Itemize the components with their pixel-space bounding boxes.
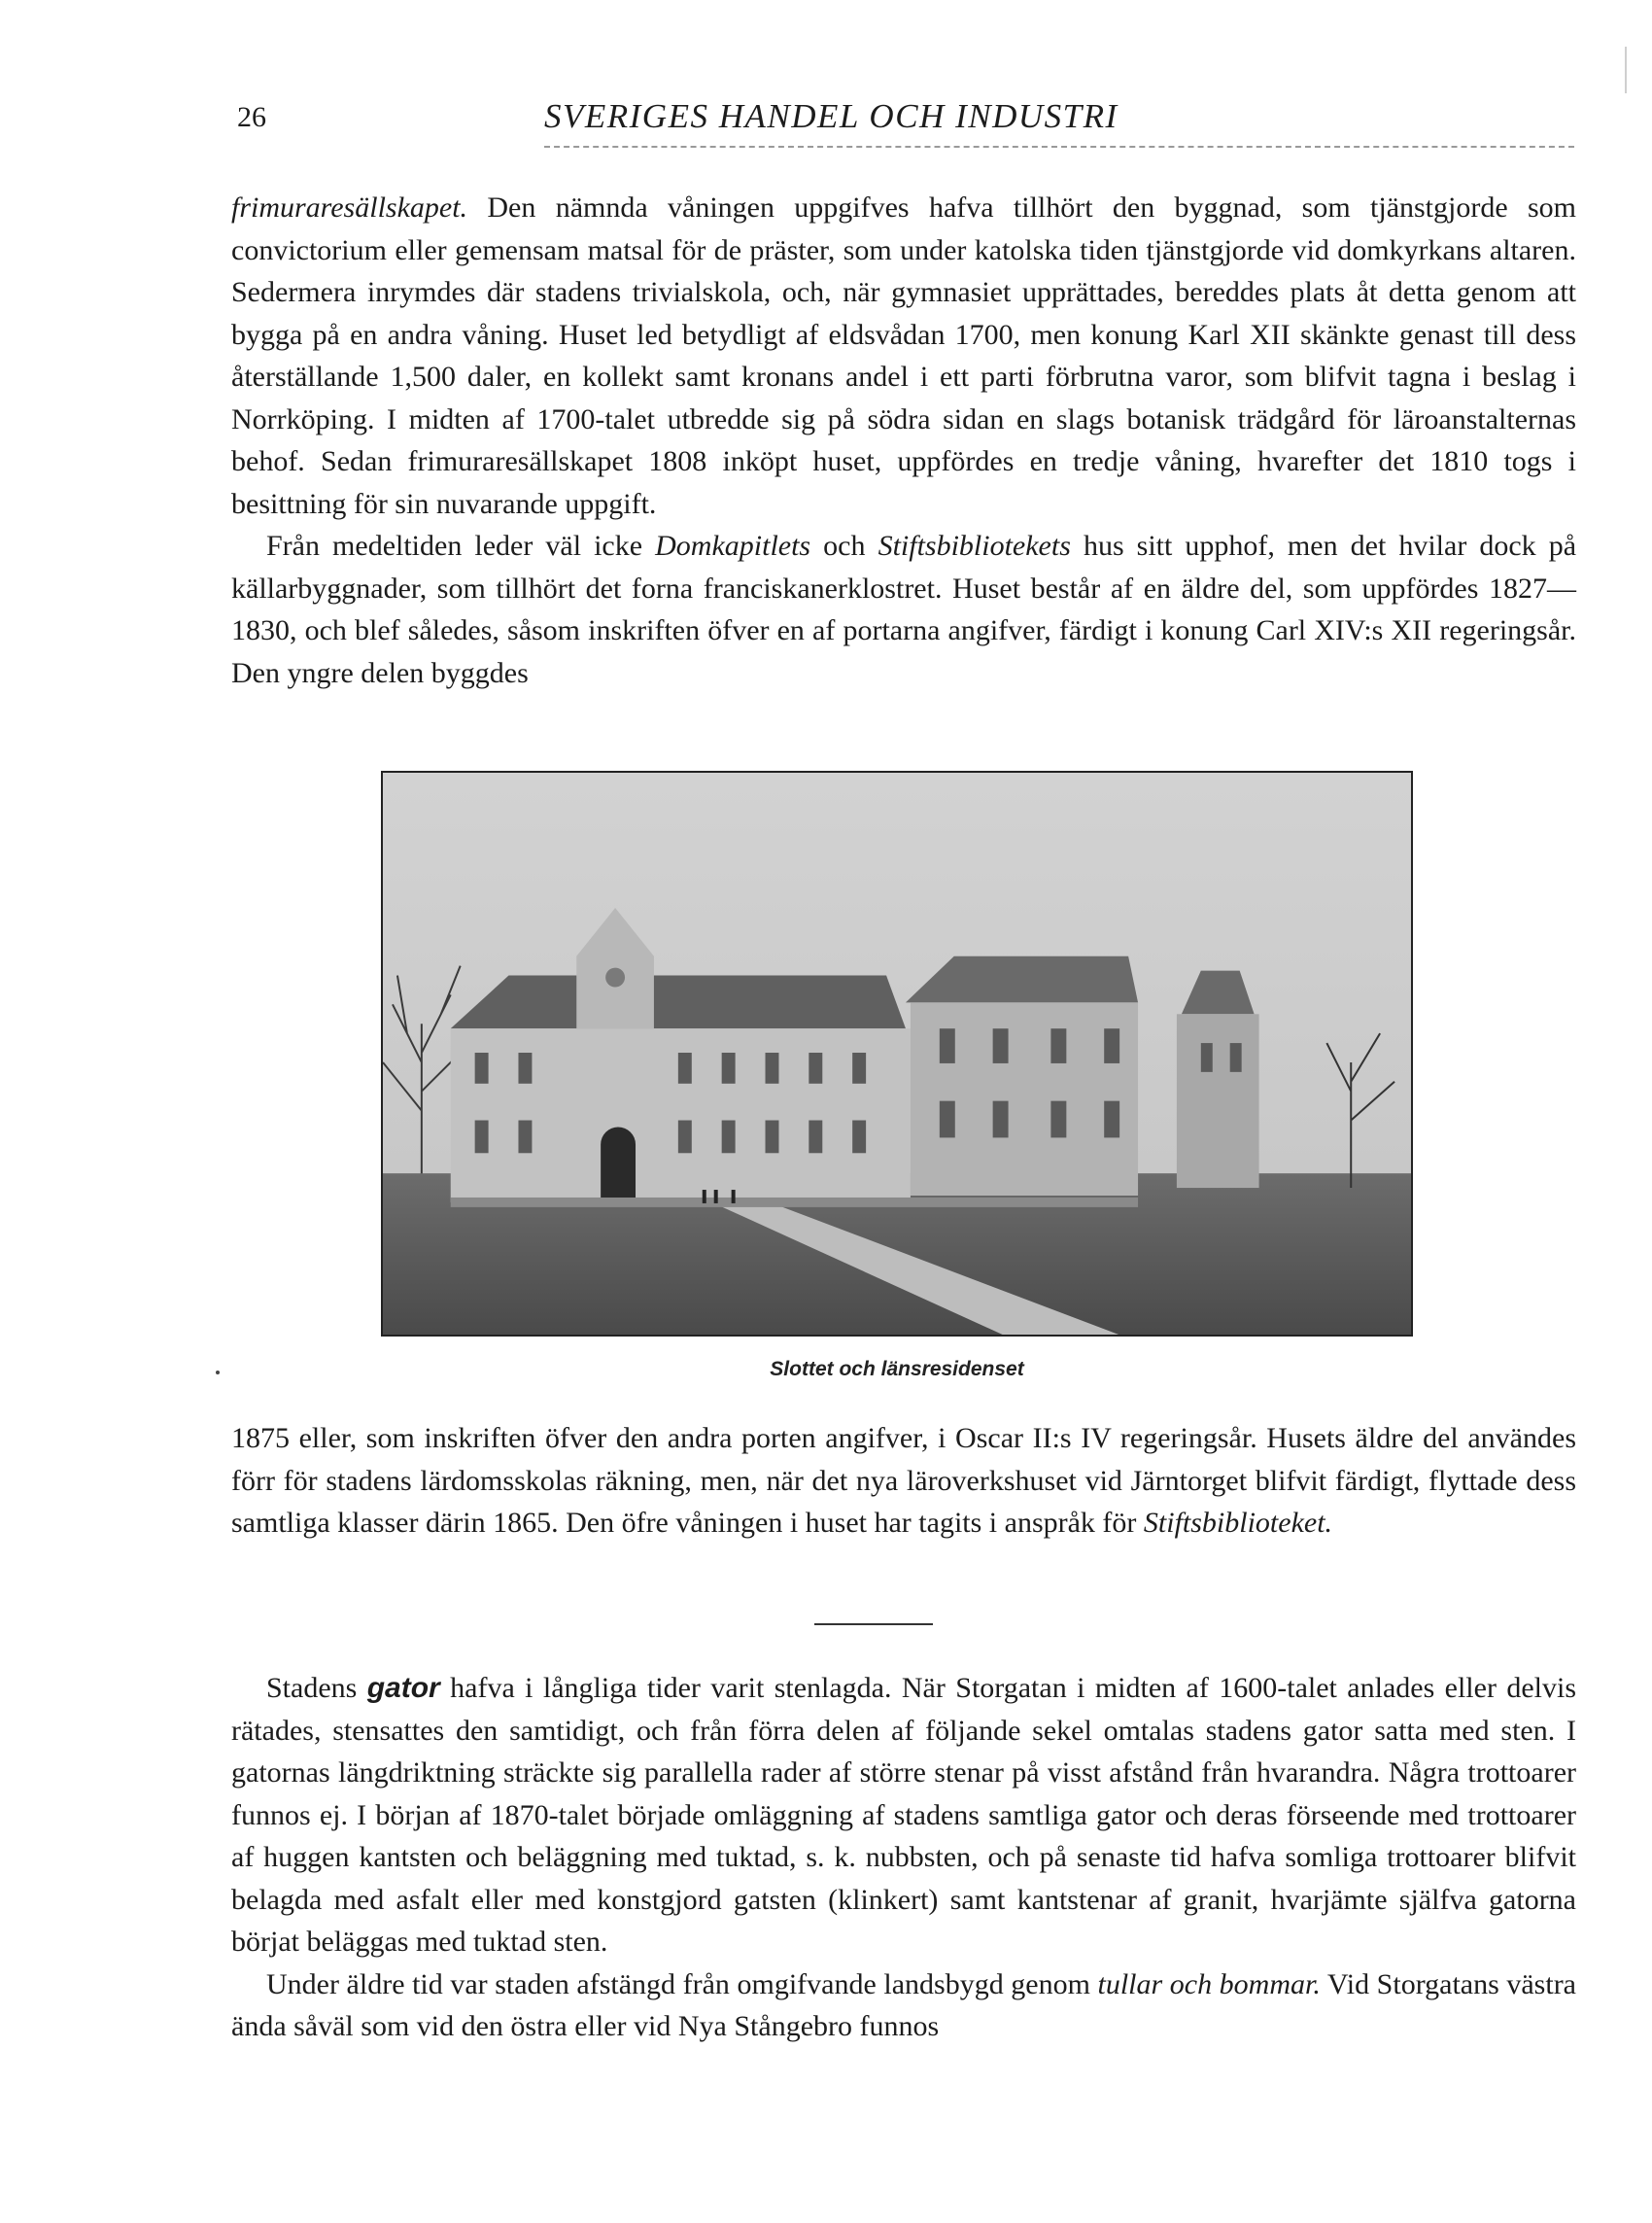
page-edge-mark: [1625, 47, 1627, 93]
italic-stiftsbiblioteket: Stiftsbiblioteket.: [1143, 1507, 1333, 1539]
running-title: SVERIGES HANDEL OCH INDUSTRI: [544, 97, 1119, 135]
italic-stiftsbibliotekets: Stiftsbibliotekets: [878, 530, 1071, 562]
paragraph-5: [231, 1963, 1576, 2048]
paragraph-2-text-c: hus sitt upphof, men det hvilar dock på källarbyggnader, som tillhört det forna franciskanerklostret. Huset består af en äldre del, som uppfördes 1827—1830, och blef således, såsom inskriften öfver en af portarna angifver, färdigt i konung Carl XIV:s XII regeringsår. Den yngre delen byggdes: [231, 530, 1577, 689]
italic-lead: frimuraresällskapet.: [231, 191, 468, 224]
paragraph-4-text-a: Stadens: [266, 1672, 358, 1704]
paragraph-2-text-b: och: [823, 530, 866, 562]
paragraph-4-text-b: hafva i långliga tider varit stenlagda. När Storgatan i midten af 1600-talet anlades eller delvis rätades, stensattes den samtidigt, och från förra delen af följande sekel omtalas stadens gator satta med sten. I gatornas längdriktning sträckte sig parallella rader af större stenar på visst afstånd från hvarandra. Några trottoarer funnos ej. I början af 1870-talet började omläggning af stadens samtliga gator och deras förseende med trottoarer af huggen kantsten och beläggning med tuktad, s. k. nubbsten, och på senaste tid hafva somliga trottoarer blifvit belagda med asfalt eller med konstgjord gatsten (klinkert) samt kantstenar af granit, hvarjämte själfva gatorna börjat beläggas med tuktad sten.: [231, 1672, 1577, 1958]
italic-domkapitlets: Domkapitlets: [655, 530, 811, 562]
paragraph-4: [231, 1667, 1576, 1963]
paragraph-2: [231, 525, 1576, 694]
photograph-castle: [381, 771, 1413, 1337]
paragraph-1-text: Den nämnda våningen uppgifves hafva tillhört den byggnad, som tjänstgjorde som convictorium eller gemensam matsal för de präster, som under katolska tiden tjänstgjorde vid domkyrkans altaren. Sedermera inrymdes där stadens trivialskola, och, när gymnasiet upprättades, bereddes plats åt detta genom att bygga på en andra våning. Huset led betydligt af eldsvådan 1700, men konung Karl XII skänkte genast till dess återställande 1,500 daler, en kollekt samt kronans andel i ett parti förbrutna varor, som blifvit tagna i beslag i Norrköping. I midten af 1700-talet utbredde sig på södra sidan en slags botanisk trädgård för läroanstalternas behof. Sedan frimuraresällskapet 1808 inköpt huset, uppfördes en tredje våning, hvarefter det 1810 togs i besittning för sin nuvarande uppgift.: [231, 191, 1577, 520]
paragraph-5-text-b: Vid Storgatans västra ända såväl som vid den östra eller vid Nya Stångebro funnos: [231, 1967, 1576, 2042]
print-speck: [216, 1371, 220, 1374]
photo-caption: Slottet och länsresidenset: [770, 1358, 1024, 1380]
text-block-bottom: [231, 1667, 1576, 2048]
paragraph-1: [231, 187, 1576, 525]
paragraph-3-text: 1875 eller, som inskriften öfver den andra porten angifver, i Oscar II:s IV regeringsår. Husets äldre del användes förr för stadens lärdomsskolas räkning, men, när det nya läroverkshuset vid Järntorget blifvit färdigt, flyttade dess samtliga klasser därin 1865. Den öfre våningen i huset har tagits i anspråk för: [231, 1422, 1576, 1539]
castle-illustration: [383, 773, 1411, 1335]
paragraph-3: [231, 1417, 1576, 1545]
italic-tullar-och-bommar: tullar och bommar.: [1097, 1967, 1321, 2000]
header-rule: [544, 146, 1574, 148]
bold-keyword-gator: gator: [366, 1672, 440, 1704]
text-block-middle: [231, 1417, 1576, 1545]
text-block-top: [231, 187, 1576, 694]
section-divider: [814, 1623, 933, 1625]
paragraph-2-text-a: Från medeltiden leder väl icke: [266, 530, 643, 562]
page-number: 26: [237, 101, 266, 133]
paragraph-5-text-a: Under äldre tid var staden afstängd från omgifvande landsbygd genom: [266, 1967, 1090, 2000]
